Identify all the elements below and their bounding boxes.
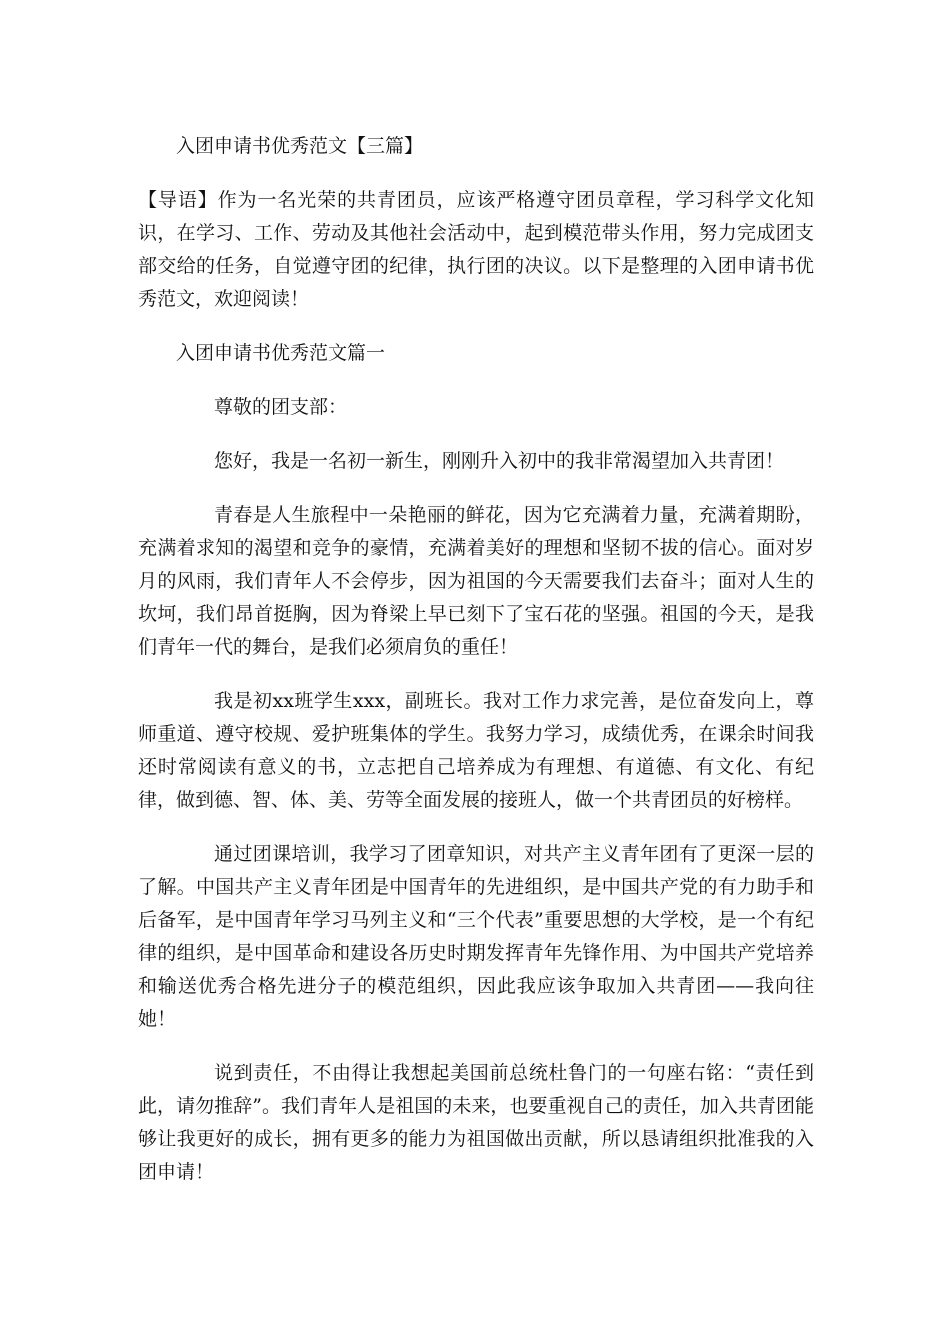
intro-paragraph: 【导语】作为一名光荣的共青团员，应该严格遵守团员章程，学习科学文化知识，在学习、工作、劳动及其他社会活动中，起到模范带头作用，努力完成团支部交给的任务，自觉遵守团的纪律，执行团的决议。以下是整理的入团申请书优秀范文，欢迎阅读！ — [138, 189, 814, 310]
document-title: 入团申请书优秀范文【三篇】 — [176, 135, 424, 157]
body-paragraph-responsibility: 说到责任，不由得让我想起美国前总统杜鲁门的一句座右铭：“责任到此，请勿推辞”。我们青年人是祖国的未来，也要重视自己的责任，加入共青团能够让我更好的成长，拥有更多的能力为祖国做出贡献，所以恳请组织批准我的入团申请！ — [138, 1062, 814, 1183]
section-title: 入团申请书优秀范文篇一 — [176, 342, 386, 364]
salutation: 尊敬的团支部： — [214, 396, 348, 418]
document-body — [138, 130, 814, 1210]
body-paragraph-youth: 青春是人生旅程中一朵艳丽的鲜花，因为它充满着力量，充满着期盼，充满着求知的渴望和竞争的豪情，充满着美好的理想和坚韧不拔的信心。面对岁月的风雨，我们青年人不会停步，因为祖国的今天需要我们去奋斗；面对人生的坎坷，我们昂首挺胸，因为脊梁上早已刻下了宝石花的坚强。祖国的今天，是我们青年一代的舞台，是我们必须肩负的重任！ — [138, 504, 814, 658]
body-paragraph-greeting: 您好，我是一名初一新生，刚刚升入初中的我非常渴望加入共青团！ — [214, 450, 785, 472]
body-paragraph-league-knowledge: 通过团课培训，我学习了团章知识，对共产主义青年团有了更深一层的了解。中国共产主义青年团是中国青年的先进组织，是中国共产党的有力助手和后备军，是中国青年学习马列主义和“三个代表”重要思想的大学校，是一个有纪律的组织，是中国革命和建设各历史时期发挥青年先锋作用、为中国共产党培养和输送优秀合格先进分子的模范组织，因此我应该争取加入共青团——我向往她！ — [138, 843, 814, 1030]
body-paragraph-self-intro: 我是初xx班学生xxx，副班长。我对工作力求完善，是位奋发向上，尊师重道、遵守校规、爱护班集体的学生。我努力学习，成绩优秀，在课余时间我还时常阅读有意义的书，立志把自己培养成为有理想、有道德、有文化、有纪律，做到德、智、体、美、劳等全面发展的接班人，做一个共青团员的好榜样。 — [138, 690, 814, 811]
